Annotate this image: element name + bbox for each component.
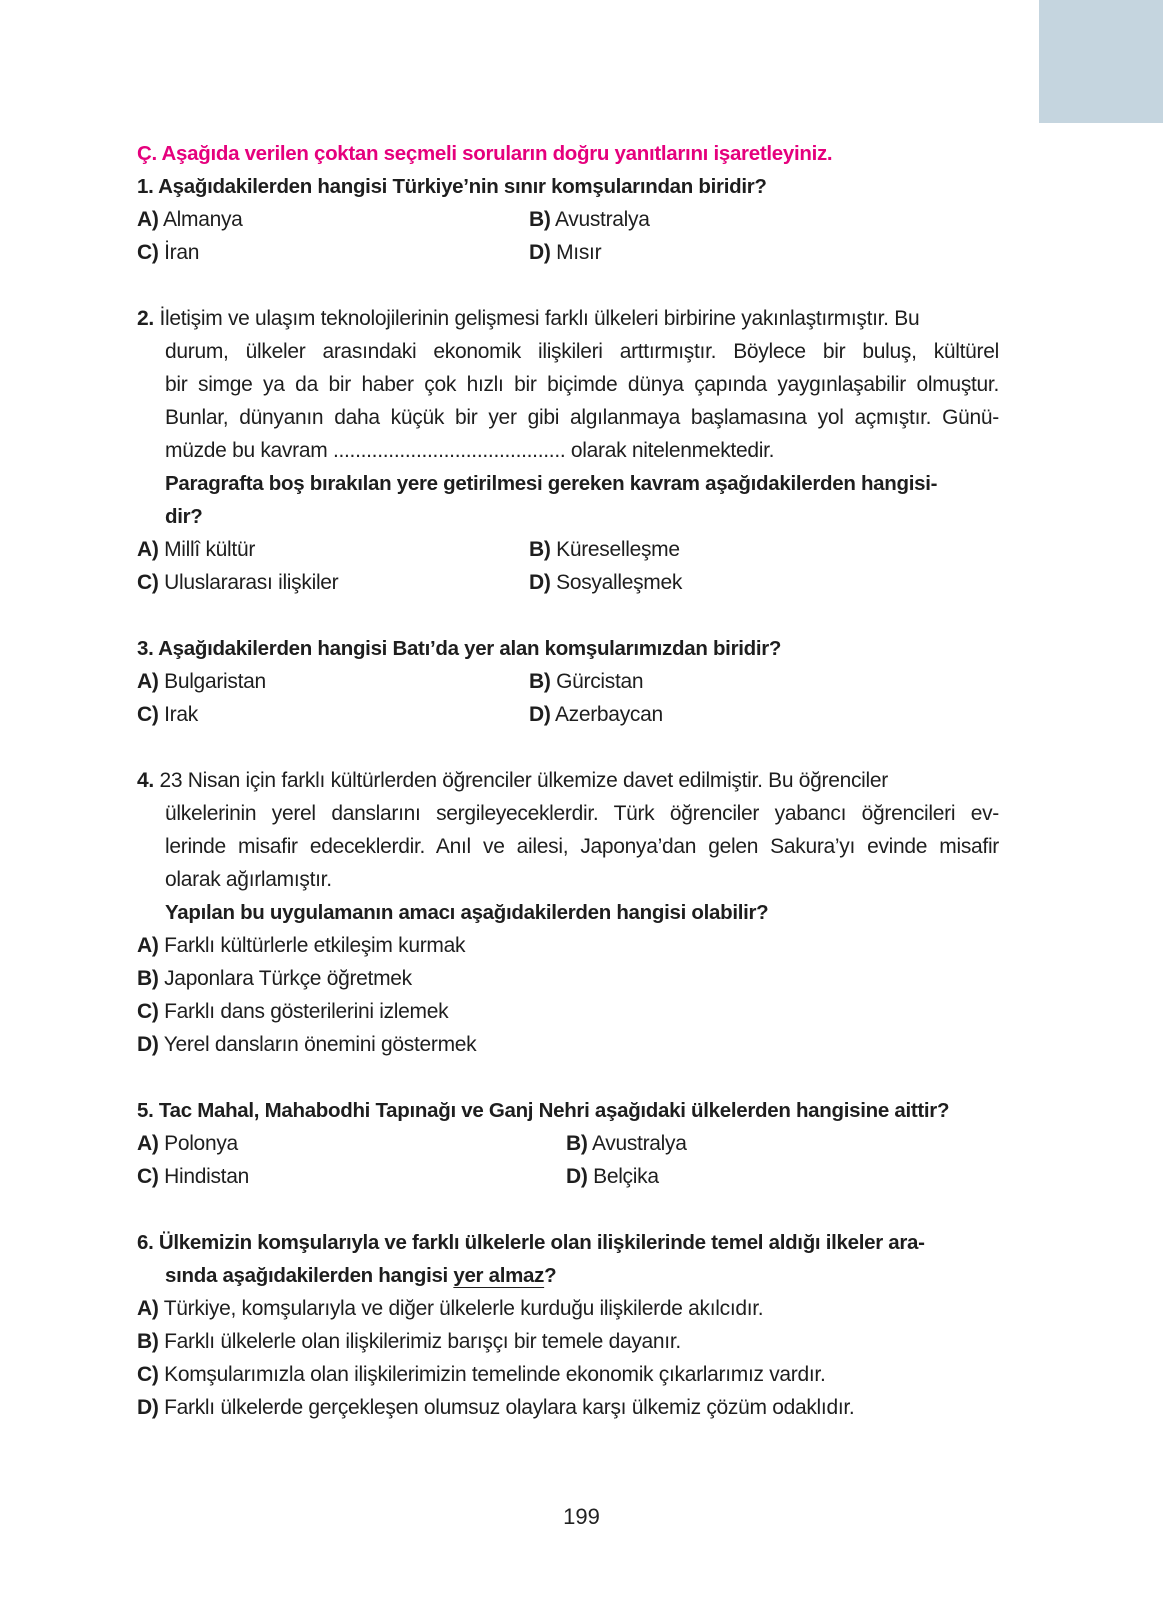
q1-option-a[interactable] — [137, 206, 243, 234]
paragraph-text: 23 Nisan için farklı kültürlerden öğrenciler ülkemize davet edilmiştir. Bu öğrenciler — [159, 769, 888, 792]
option-letter: C) — [137, 1000, 159, 1023]
option-text: Irak — [164, 703, 198, 726]
q6-option-d[interactable] — [137, 1394, 854, 1422]
question-number: 2. — [137, 307, 154, 330]
question-text: sında aşağıdakilerden hangisi — [165, 1264, 454, 1287]
option-letter: A) — [137, 934, 159, 957]
question-4-paragraph-line-4: olarak ağırlamıştır. — [165, 868, 332, 891]
question-number: 5. — [137, 1099, 154, 1122]
q1-option-c[interactable] — [137, 239, 199, 267]
option-text: Gürcistan — [556, 670, 644, 693]
option-text: Farklı ülkelerde gerçekleşen olumsuz olaylara karşı ülkemiz çözüm odaklıdır. — [164, 1396, 855, 1419]
option-letter: B) — [137, 967, 159, 990]
question-number: 6. — [137, 1231, 154, 1254]
option-letter: B) — [529, 538, 551, 561]
option-letter: D) — [529, 571, 551, 594]
option-text: Farklı kültürlerle etkileşim kurmak — [164, 934, 466, 957]
q3-option-c[interactable] — [137, 701, 198, 729]
option-letter: A) — [137, 208, 159, 231]
question-number: 1. — [137, 175, 154, 198]
question-4-paragraph-line-2: ülkelerinin yerel danslarını sergileyeceklerdir. Türk öğrenciler yabancı öğrencileri ev- — [165, 802, 999, 825]
option-text: Farklı ülkelerle olan ilişkilerimiz barışçı bir temele dayanır. — [164, 1330, 681, 1353]
q2-option-b[interactable] — [529, 536, 680, 564]
option-letter: A) — [137, 1297, 159, 1320]
option-letter: D) — [137, 1396, 159, 1419]
question-2-stem-line-1: Paragrafta boş bırakılan yere getirilmesi gereken kavram aşağıdakilerden hangisi- — [165, 472, 938, 495]
option-letter: D) — [529, 241, 551, 264]
question-text: Tac Mahal, Mahabodhi Tapınağı ve Ganj Nehri aşağıdaki ülkelerden hangisine aittir? — [158, 1099, 950, 1122]
option-text: Millî kültür — [164, 538, 256, 561]
option-text: Avustralya — [591, 1132, 687, 1155]
question-1-stem — [137, 173, 767, 201]
question-number: 3. — [137, 637, 154, 660]
option-letter: B) — [529, 208, 551, 231]
option-letter: B) — [137, 1330, 159, 1353]
question-2-paragraph-line-1 — [137, 305, 919, 333]
q5-option-c[interactable] — [137, 1163, 249, 1191]
q4-option-b[interactable] — [137, 965, 412, 993]
question-4-paragraph-line-1 — [137, 767, 888, 795]
q1-option-b[interactable] — [529, 206, 650, 234]
q4-option-d[interactable] — [137, 1031, 476, 1059]
option-letter: A) — [137, 538, 159, 561]
option-text: Hindistan — [164, 1165, 249, 1188]
q3-option-d[interactable] — [529, 701, 663, 729]
question-text: Ülkemizin komşularıyla ve farklı ülkelerle olan ilişkilerinde temel aldığı ilkeler ara- — [158, 1231, 925, 1254]
option-text: Uluslararası ilişkiler — [164, 571, 339, 594]
q5-option-d[interactable] — [566, 1163, 659, 1191]
option-letter: C) — [137, 241, 159, 264]
option-text: Türkiye, komşularıyla ve diğer ülkelerle kurduğu ilişkilerde akılcıdır. — [163, 1297, 764, 1320]
option-text: Almanya — [162, 208, 243, 231]
option-letter: B) — [529, 670, 551, 693]
option-text: Japonlara Türkçe öğretmek — [164, 967, 412, 990]
option-letter: D) — [137, 1033, 159, 1056]
question-text: Aşağıdakilerden hangisi Batı’da yer alan komşularımızdan biridir? — [158, 637, 782, 660]
question-2-paragraph-line-3: bir simge ya da bir haber çok hızlı bir biçimde dünya çapında yaygınlaşabilir olmuştur. — [165, 373, 999, 396]
page-number: 199 — [563, 1504, 600, 1529]
q3-option-a[interactable] — [137, 668, 266, 696]
option-text: Küreselleşme — [556, 538, 680, 561]
q5-option-a[interactable] — [137, 1130, 238, 1158]
option-letter: B) — [566, 1132, 588, 1155]
option-letter: C) — [137, 703, 159, 726]
q2-option-c[interactable] — [137, 569, 338, 597]
option-letter: C) — [137, 571, 159, 594]
q6-option-b[interactable] — [137, 1328, 681, 1356]
option-text: Polonya — [164, 1132, 238, 1155]
option-letter: D) — [529, 703, 551, 726]
q1-option-d[interactable] — [529, 239, 601, 267]
option-text: Sosyalleşmek — [556, 571, 683, 594]
question-2-paragraph-line-2: durum, ülkeler arasındaki ekonomik ilişkileri arttırmıştır. Böylece bir buluş, kültürel — [165, 340, 999, 363]
question-mark: ? — [544, 1264, 557, 1287]
option-letter: C) — [137, 1363, 159, 1386]
option-letter: A) — [137, 1132, 159, 1155]
question-5-stem — [137, 1097, 949, 1125]
question-2-paragraph-line-4: Bunlar, dünyanın daha küçük bir yer gibi algılanmaya başlamasına yol açmıştır. Günü- — [165, 406, 999, 429]
section-heading: Ç. Aşağıda verilen çoktan seçmeli soruların doğru yanıtlarını işaretleyiniz. — [137, 142, 833, 165]
option-text: Belçika — [593, 1165, 659, 1188]
q2-option-a[interactable] — [137, 536, 255, 564]
option-text: Komşularımızla olan ilişkilerimizin temelinde ekonomik çıkarlarımız vardır. — [164, 1363, 826, 1386]
question-2-stem-line-2: dir? — [165, 505, 203, 528]
option-text: Yerel dansların önemini göstermek — [163, 1033, 477, 1056]
question-4-paragraph-line-3: lerinde misafir edeceklerdir. Anıl ve ailesi, Japonya’dan gelen Sakura’yı evinde misafir — [165, 835, 999, 858]
paragraph-text: İletişim ve ulaşım teknolojilerinin gelişmesi farklı ülkeleri birbirine yakınlaştırmıştır. Bu — [159, 307, 920, 330]
question-number: 4. — [137, 769, 154, 792]
q4-option-a[interactable] — [137, 932, 465, 960]
q6-option-c[interactable] — [137, 1361, 825, 1389]
option-text: Azerbaycan — [554, 703, 663, 726]
option-text: Bulgaristan — [164, 670, 266, 693]
option-letter: D) — [566, 1165, 588, 1188]
question-6-stem-line-2 — [165, 1262, 556, 1290]
q3-option-b[interactable] — [529, 668, 643, 696]
question-2-paragraph-line-5: müzde bu kavram .......................................... olarak nitelenmektedir. — [165, 439, 775, 462]
corner-tab — [1039, 0, 1163, 123]
question-6-stem-line-1 — [137, 1229, 925, 1257]
option-letter: A) — [137, 670, 159, 693]
q2-option-d[interactable] — [529, 569, 682, 597]
option-text: Farklı dans gösterilerini izlemek — [164, 1000, 449, 1023]
question-text: Aşağıdakilerden hangisi Türkiye’nin sınır komşularından biridir? — [158, 175, 767, 198]
option-letter: C) — [137, 1165, 159, 1188]
option-text: Avustralya — [554, 208, 650, 231]
q4-option-c[interactable] — [137, 998, 448, 1026]
q6-option-a[interactable] — [137, 1295, 763, 1323]
question-4-stem: Yapılan bu uygulamanın amacı aşağıdakilerden hangisi olabilir? — [165, 901, 769, 924]
underlined-emphasis: yer almaz — [453, 1264, 545, 1287]
question-3-stem — [137, 635, 781, 663]
q5-option-b[interactable] — [566, 1130, 687, 1158]
option-text: İran — [164, 241, 200, 264]
option-text: Mısır — [556, 241, 602, 264]
